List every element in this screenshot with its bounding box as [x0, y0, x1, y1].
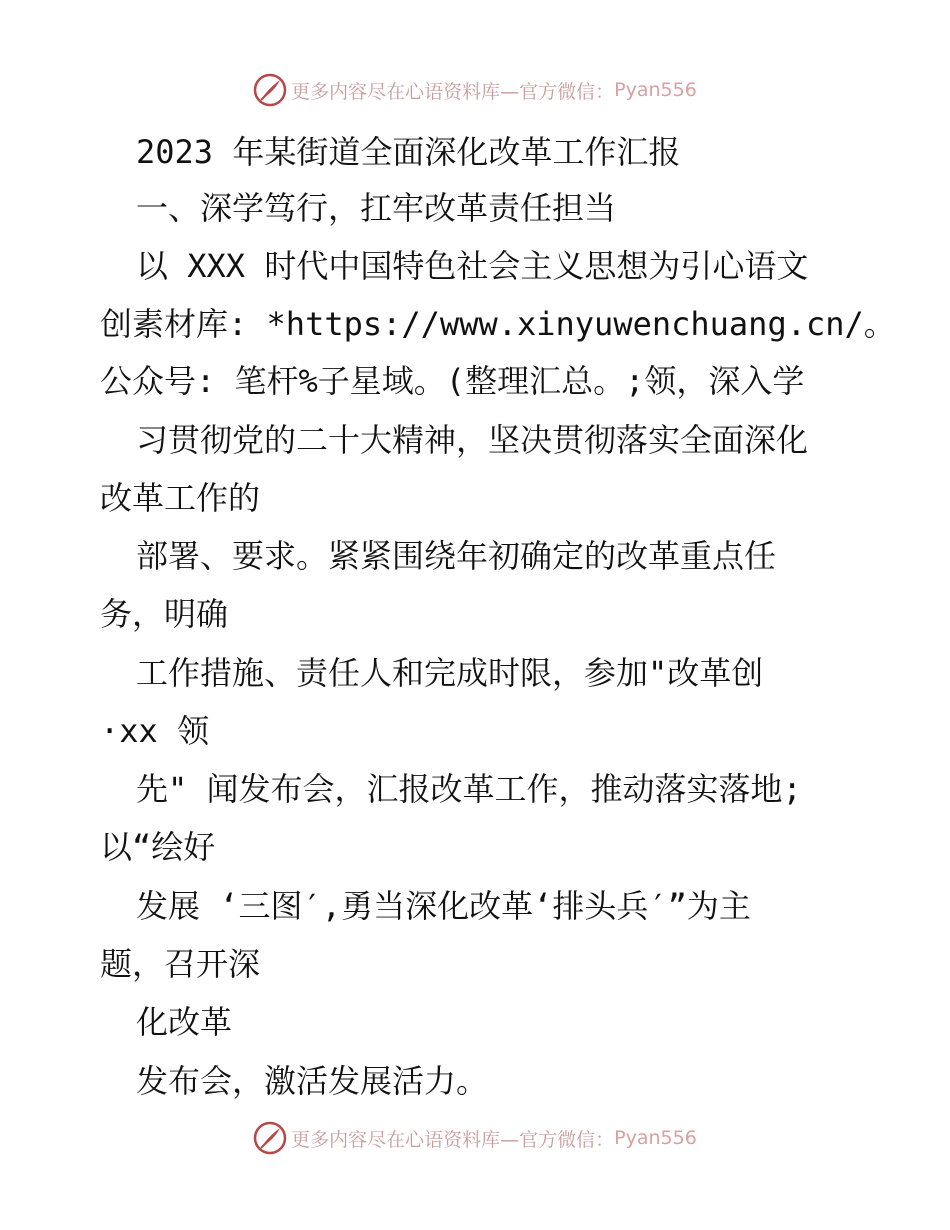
- paragraph-line: 发展 ‘三图′,勇当深化改革‘排头兵′”为主: [136, 887, 751, 925]
- watermark-contact: Pyan556: [614, 1127, 697, 1149]
- paragraph-line: 公众号: 笔杆%子星域。(整理汇总。;领，深入学: [100, 362, 805, 400]
- watermark-contact: Pyan556: [614, 79, 697, 101]
- paragraph-line: 先" 闻发布会，汇报改革工作，推动落实落地;: [136, 770, 802, 808]
- paragraph-line: 创素材库: *https://www.xinyuwenchuang.cn/。: [100, 305, 896, 343]
- paragraph-line: 发布会，激活发展活力。: [136, 1062, 489, 1100]
- paragraph-line: 务，明确: [100, 595, 229, 633]
- header-watermark: [0, 70, 950, 110]
- section-heading: 一、深学笃行，扛牢改革责任担当: [136, 189, 617, 227]
- footer-watermark: [0, 1118, 950, 1158]
- quill-pen-logo-icon: [253, 73, 287, 107]
- paragraph-line: 工作措施、责任人和完成时限，参加"改革创: [136, 654, 764, 692]
- paragraph-line: 化改革: [136, 1003, 233, 1041]
- paragraph-line: ·xx 领: [100, 712, 210, 750]
- paragraph-line: 题，召开深: [100, 945, 261, 983]
- paragraph-line: 改革工作的: [100, 479, 261, 517]
- document-title: 2023 年某街道全面深化改革工作汇报: [136, 133, 681, 171]
- paragraph-line: 以 XXX 时代中国特色社会主义思想为引心语文: [136, 247, 809, 285]
- watermark-text: 更多内容尽在心语资料库—官方微信：: [291, 80, 615, 103]
- paragraph-line: 以“绘好: [100, 828, 216, 866]
- quill-pen-logo-icon: [253, 1121, 287, 1155]
- paragraph-line: 习贯彻党的二十大精神，坚决贯彻落实全面深化: [136, 421, 809, 459]
- paragraph-line: 部署、要求。紧紧围绕年初确定的改革重点任: [136, 537, 777, 575]
- watermark-text: 更多内容尽在心语资料库—官方微信：: [291, 1128, 615, 1151]
